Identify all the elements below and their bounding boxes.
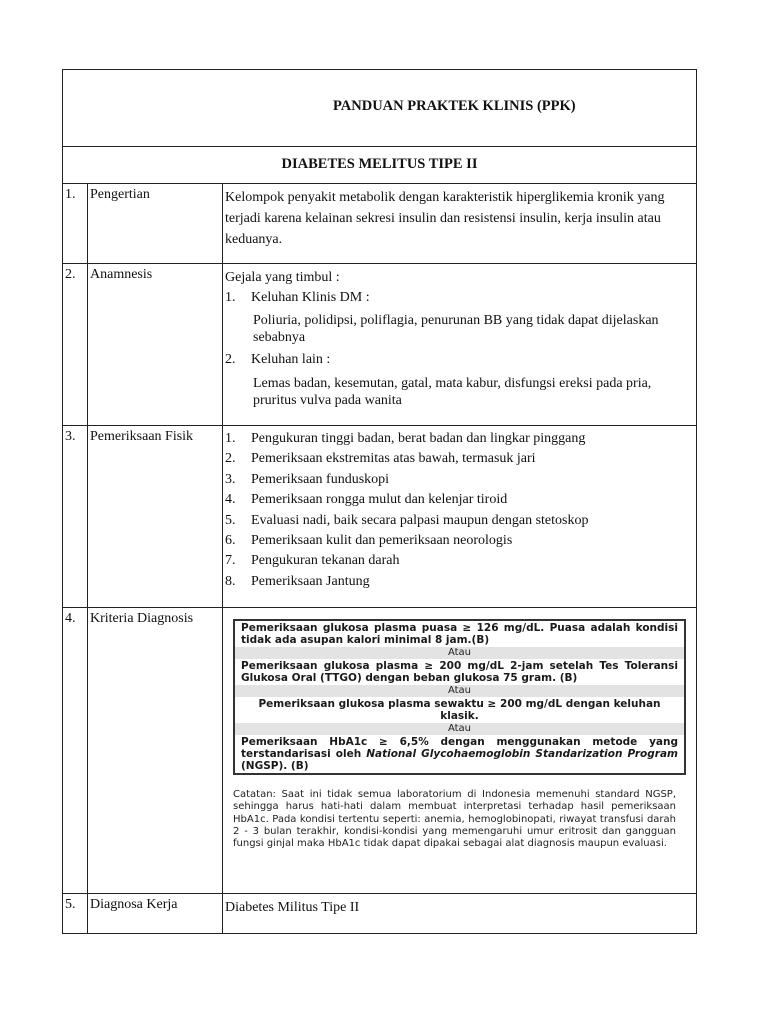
row-label: Anamnesis: [88, 264, 223, 426]
anamnesis-list: [225, 288, 690, 308]
item-text: Pengukuran tinggi badan, berat badan dan lingkar pinggang: [251, 431, 586, 446]
item-number: 6.: [225, 533, 236, 549]
item-text: Pemeriksaan funduskopi: [251, 471, 390, 487]
row-pemeriksaan-fisik: [63, 426, 697, 608]
exam-list: [225, 429, 690, 592]
list-item: [225, 429, 690, 449]
criteria-separator: Atau: [235, 647, 684, 659]
item-text: Pemeriksaan rongga mulut dan kelenjar tiroid: [251, 492, 508, 508]
item-number: 7.: [225, 553, 236, 569]
row-text: Kelompok penyakit metabolik dengan karakteristik hiperglikemia kronik yang terjadi karena kelainan sekresi insulin dan resistensi insulin, kerja insulin atau keduanya.: [223, 184, 697, 264]
document-title: PANDUAN PRAKTEK KLINIS (PPK): [333, 98, 576, 114]
row-kriteria-diagnosis: [63, 608, 697, 894]
criterion-hba1c: [235, 735, 684, 773]
ppk-table: [62, 69, 697, 934]
row-number: 1.: [63, 184, 88, 264]
item-number: 4.: [225, 492, 236, 508]
row-diagnosa-kerja: [63, 894, 697, 934]
row-number: 4.: [63, 608, 88, 894]
row-label: Pengertian: [88, 184, 223, 264]
list-item: [225, 449, 690, 469]
list-item: [225, 288, 690, 308]
row-number: 5.: [63, 894, 88, 934]
criteria-box: [233, 619, 686, 775]
list-item: [225, 572, 690, 592]
item-number: 1.: [225, 290, 236, 305]
item-number: 3.: [225, 471, 236, 487]
criterion-random-glucose: Pemeriksaan glukosa plasma sewaktu ≥ 200 mg/dL dengan keluhan klasik.: [258, 698, 661, 722]
criteria-separator: Atau: [235, 723, 684, 735]
criterion-fasting-glucose: Pemeriksaan glukosa plasma puasa ≥ 126 mg/dL. Puasa adalah kondisi tidak ada asupan kalori minimal 8 jam.(B): [241, 622, 678, 646]
item-text: Pemeriksaan kulit dan pemeriksaan neorologis: [251, 533, 513, 549]
row-text: Diabetes Militus Tipe II: [223, 894, 697, 934]
item-number: 5.: [225, 512, 236, 528]
document-subtitle: DIABETES MELITUS TIPE II: [281, 156, 478, 172]
item-text: Pemeriksaan ekstremitas atas bawah, termasuk jari: [251, 451, 536, 467]
criteria-separator: Atau: [235, 685, 684, 697]
item-number: 8.: [225, 573, 236, 589]
item-number: 2.: [225, 352, 236, 368]
header-row: [63, 70, 697, 147]
subtitle-row: [63, 147, 697, 184]
row-label: Kriteria Diagnosis: [88, 608, 223, 894]
list-item: [225, 531, 690, 551]
item-text: Pengukuran tekanan darah: [251, 553, 400, 569]
item-title: Keluhan lain :: [251, 352, 331, 368]
item-title: Keluhan Klinis DM :: [251, 290, 370, 305]
item-description: Lemas badan, kesemutan, gatal, mata kabur, disfungsi ereksi pada pria, pruritus vulva pada wanita: [253, 375, 652, 408]
list-item: [225, 470, 690, 490]
row-number: 3.: [63, 426, 88, 608]
criterion-hba1c-suffix: (NGSP). (B): [241, 760, 309, 772]
list-item: [225, 350, 690, 370]
row-number: 2.: [63, 264, 88, 426]
row-label: Diagnosa Kerja: [88, 894, 223, 934]
list-item: [225, 551, 690, 571]
criteria-note: Catatan: Saat ini tidak semua laboratorium di Indonesia memenuhi standard NGSP, sehingga harus hati-hati dalam membuat interpretasi terhadap hasil pemeriksaan HbA1c. Pada kondisi tertentu seperti: anemia, hemoglobinopati, riwayat transfusi darah 2 - 3 bulan terakhir, kondisi-kondisi yang memengaruhi umur eritrosit dan gangguan fungsi ginjal maka HbA1c tidak dapat dipakai sebagai alat diagnosis maupun evaluasi.: [233, 789, 676, 850]
item-number: 1.: [225, 431, 236, 446]
list-item: [225, 490, 690, 510]
row-label: Pemeriksaan Fisik: [88, 426, 223, 608]
item-description: Poliuria, polidipsi, poliflagia, penurunan BB yang tidak dapat dijelaskan sebabnya: [253, 313, 659, 346]
criterion-hba1c-program: National Glycohaemoglobin Standarization Program: [366, 748, 678, 760]
criterion-hba1c-text: Pemeriksaan HbA1c ≥ 6,5% dengan menggunakan metode yang terstandarisasi oleh: [241, 736, 678, 760]
row-anamnesis: [63, 264, 697, 426]
item-number: 2.: [225, 451, 236, 467]
anamnesis-intro: Gejala yang timbul :: [225, 270, 340, 285]
item-text: Pemeriksaan Jantung: [251, 573, 370, 589]
row-pengertian: [63, 184, 697, 264]
list-item: [225, 511, 690, 531]
criterion-ttgo: Pemeriksaan glukosa plasma ≥ 200 mg/dL 2-jam setelah Tes Toleransi Glukosa Oral (TTGO) dengan beban glukosa 75 gram. (B): [241, 660, 678, 684]
item-text: Evaluasi nadi, baik secara palpasi maupun dengan stetoskop: [251, 512, 589, 528]
